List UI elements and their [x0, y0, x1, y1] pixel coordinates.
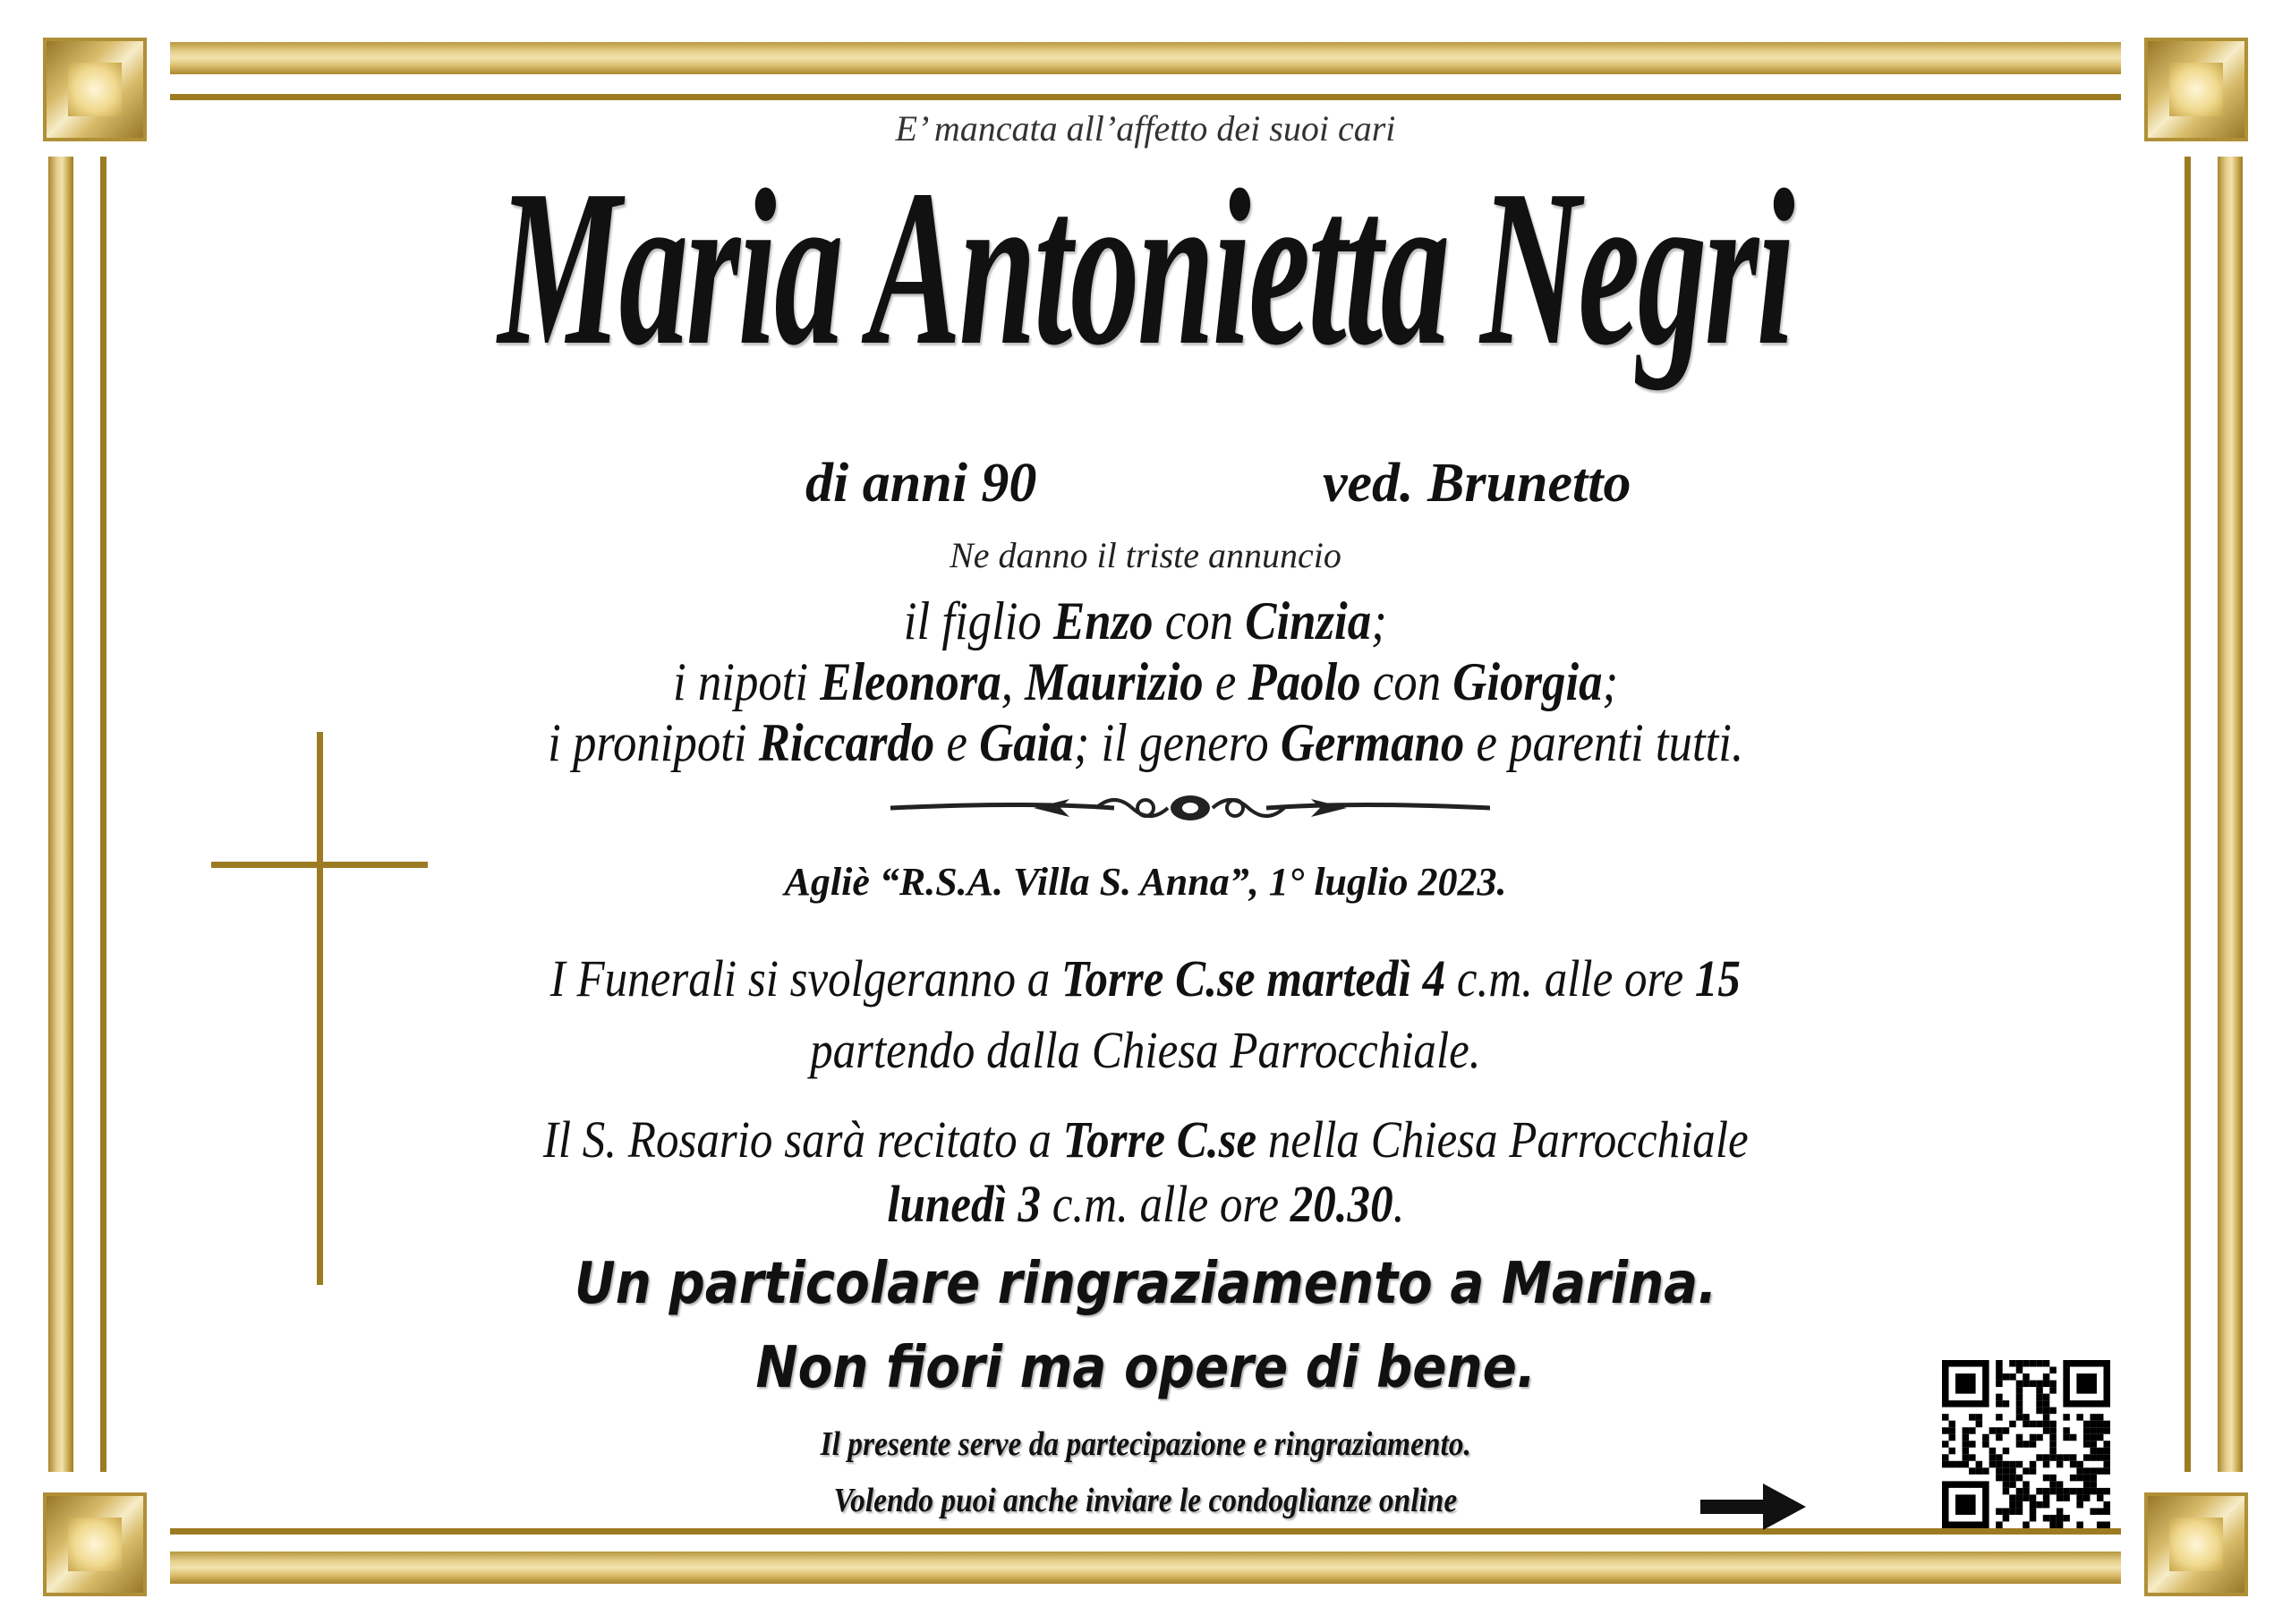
bold-segment: Riccardo: [758, 713, 935, 772]
bold-segment: Eleonora: [820, 652, 1001, 711]
footer-notice: Il presente serve da partecipazione e ringraziamento.: [820, 1425, 1471, 1463]
funeral-line-2: [0, 1020, 2291, 1080]
text-segment: Il S. Rosario sarà recitato a: [542, 1110, 1063, 1169]
bold-segment: 20.30: [1290, 1175, 1393, 1233]
name-block: [0, 144, 2291, 392]
footer-online: Volendo puoi anche inviare le condoglianze online: [833, 1482, 1458, 1519]
bold-segment: Cinzia: [1245, 591, 1372, 650]
text-segment: ;: [1602, 652, 1619, 711]
intro-text: E’ mancata all’affetto dei suoi cari: [895, 108, 1396, 149]
text-segment: nella Chiesa Parrocchiale: [1256, 1110, 1749, 1169]
text-segment: i nipoti: [672, 652, 821, 711]
frame-top-bar: [170, 42, 2121, 74]
text-segment: ,: [1001, 652, 1026, 711]
bold-segment: Giorgia: [1452, 652, 1603, 711]
frame-bottom-line: [170, 1528, 2121, 1535]
deceased-name: Maria Antonietta Negri: [498, 144, 1793, 392]
bold-segment: Enzo: [1053, 591, 1154, 650]
text-segment: e: [1203, 652, 1248, 711]
no-flowers-text: Non fiori ma opere di bene.: [755, 1335, 1536, 1401]
text-segment: c.m. alle ore: [1040, 1175, 1290, 1233]
text-segment: c.m. alle ore: [1445, 949, 1696, 1008]
bold-segment: 15: [1695, 949, 1742, 1008]
announcement-lead: Ne danno il triste annuncio: [950, 535, 1341, 575]
announcement-line-3: [0, 712, 2291, 774]
thanks-text: Un particolare ringraziamento a Marina.: [574, 1251, 1717, 1317]
arrow-right-icon: [1700, 1482, 1808, 1532]
text-segment: i pronipoti: [547, 713, 759, 772]
text-segment: e parenti tutti.: [1464, 713, 1744, 772]
text-segment: con: [1360, 652, 1453, 711]
bold-segment: Paolo: [1248, 652, 1361, 711]
bold-segment: Torre C.se martedì 4: [1061, 949, 1446, 1008]
place-date: Agliè “R.S.A. Villa S. Anna”, 1° luglio 2023.: [784, 860, 1507, 904]
bold-segment: Germano: [1280, 713, 1465, 772]
text-segment: con: [1153, 591, 1246, 650]
text-segment: e: [934, 713, 980, 772]
rosary-line-1: [0, 1110, 2291, 1169]
announcement-line-2: [0, 651, 2291, 713]
frame-top-line: [170, 94, 2121, 100]
ornament-divider: [890, 787, 1490, 829]
bold-segment: lunedì 3: [887, 1175, 1041, 1233]
announcement-line-1: [0, 591, 2291, 652]
bold-segment: Maurizio: [1025, 652, 1204, 711]
text-segment: ; il genero: [1073, 713, 1281, 772]
text-segment: ;: [1371, 591, 1387, 650]
qr-code[interactable]: [1942, 1360, 2110, 1528]
bold-segment: Gaia: [979, 713, 1074, 772]
age-text: di anni 90: [805, 453, 1037, 514]
widow-text: ved. Brunetto: [1323, 453, 1631, 514]
text-segment: il figlio: [904, 591, 1054, 650]
funeral-line-1: [0, 948, 2291, 1008]
text-segment: I Funerali si svolgeranno a: [549, 949, 1062, 1008]
text-segment: .: [1392, 1175, 1404, 1233]
text-segment: partendo dalla Chiesa Parrocchiale.: [810, 1021, 1481, 1079]
rosary-line-2: [0, 1174, 2291, 1234]
bold-segment: Torre C.se: [1062, 1110, 1256, 1169]
frame-bottom-bar: [170, 1552, 2121, 1584]
